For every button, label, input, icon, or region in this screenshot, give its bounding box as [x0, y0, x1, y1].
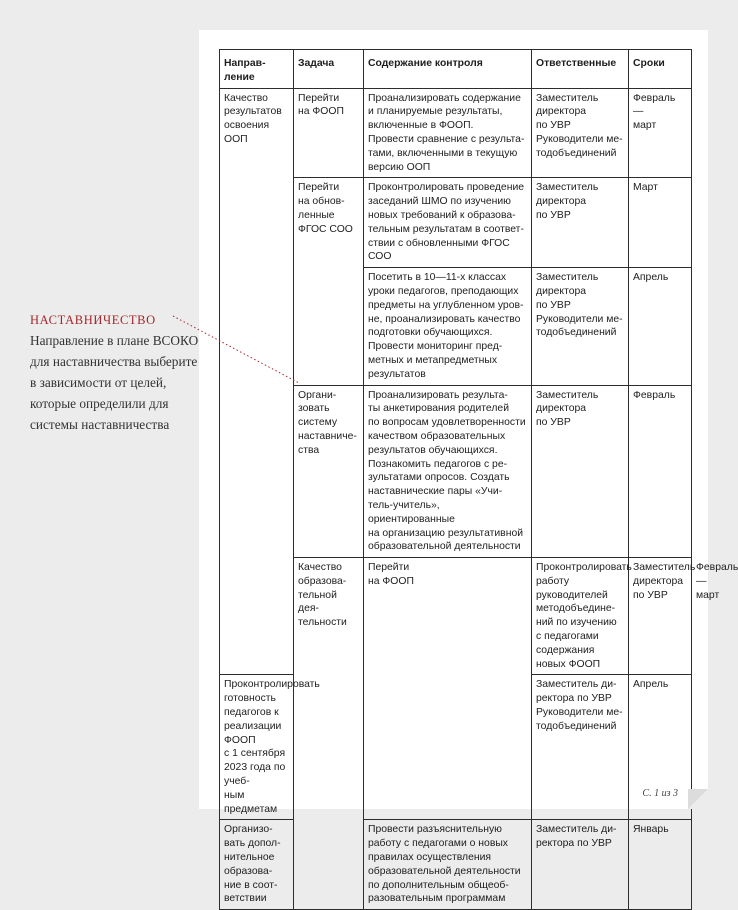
- responsible-cell: Заместитель ди- ректора по УВР: [532, 820, 629, 910]
- task-cell: Перейти на ФООП: [294, 88, 364, 178]
- header-deadline: Сроки: [629, 50, 692, 89]
- responsible-cell: Заместитель директора по УВР: [532, 385, 629, 558]
- task-cell: Органи- зовать систему наставниче- ства: [294, 385, 364, 558]
- page-number: С. 1 из 3: [642, 788, 678, 799]
- header-content: Содержание контроля: [364, 50, 532, 89]
- content-cell: Проконтролировать готовность педагогов к реализации ФООП с 1 сентября 2023 года по учеб- ным предметам: [220, 675, 294, 820]
- content-cell: Проконтролировать проведение заседаний ШМО по изучению новых требований к образова- тельным результатам в соответ- ствии с обновленными ФГОС СОО: [364, 178, 532, 268]
- content-cell: Проанализировать результа- ты анкетирования родителей по вопросам удовлетворенности качеством образовательных результатов обучающихся. Познакомить педагогов с ре- зультатами опросов. Создать наставнические пары «Учи- тель-учитель», ориентированные на организацию результативной образовательной деятельности: [364, 385, 532, 558]
- direction-cell: Качество образова- тельной дея- тельности: [294, 558, 364, 910]
- deadline-cell: Апрель: [629, 268, 692, 385]
- task-cell: Перейти на обнов- ленные ФГОС СОО: [294, 178, 364, 385]
- content-cell: Проконтролировать работу руководителей методобъедине- ний по изучению с педагогами содержания новых ФООП: [532, 558, 629, 675]
- deadline-cell: Февраль — март: [629, 88, 692, 178]
- task-cell: Организо- вать допол- нительное образова- ние в соот- ветствии: [220, 820, 294, 910]
- sidebar-note-title: НАСТАВНИЧЕСТВО: [30, 313, 156, 327]
- deadline-cell: Февраль: [629, 385, 692, 558]
- responsible-cell: Заместитель директора по УВР Руководители ме- тодобъединений: [532, 88, 629, 178]
- content-cell: Провести разъяснительную работу с педагогами о новых правилах осуществления образовательной деятельности по дополнительным общеоб- разовательным программам: [364, 820, 532, 910]
- deadline-cell: Март: [629, 178, 692, 268]
- task-cell: Перейти на ФООП: [364, 558, 532, 820]
- direction-cell: Качество результатов освоения ООП: [220, 88, 294, 675]
- responsible-cell: Заместитель ди- ректора по УВР Руководители ме- тодобъединений: [532, 675, 629, 820]
- content-cell: Посетить в 10—11-х классах уроки педагогов, преподающих предметы на углубленном уров- не, проанализировать качество подготовки обучающихся. Провести мониторинг пред- метных и метапредметных результатов: [364, 268, 532, 385]
- table-row: Качество образова- тельной дея- тельности Перейти на ФООП Проконтролировать работу руководителей методобъедине- ний по изучению с педагогами содержания новых ФООП Заместитель директора по УВР Февраль — март: [220, 558, 692, 675]
- responsible-cell: Заместитель директора по УВР Руководители ме- тодобъединений: [532, 268, 629, 385]
- deadline-cell: Январь: [629, 820, 692, 910]
- deadline-cell: Апрель: [629, 675, 692, 820]
- sidebar-note-text: Направление в плане ВСОКО для наставничества выберите в зависимости от целей, которые определили для системы наставничества: [30, 333, 199, 432]
- sidebar-note: [30, 311, 200, 435]
- responsible-cell: Заместитель директора по УВР: [629, 558, 692, 675]
- header-task: Задача: [294, 50, 364, 89]
- content-cell: Проанализировать содержание и планируемые результаты, включенные в ФООП. Провести сравнение с результа- тами, включенными в текущую версию ООП: [364, 88, 532, 178]
- responsible-cell: Заместитель директора по УВР: [532, 178, 629, 268]
- header-responsible: Ответственные: [532, 50, 629, 89]
- header-direction: Направ- ление: [220, 50, 294, 89]
